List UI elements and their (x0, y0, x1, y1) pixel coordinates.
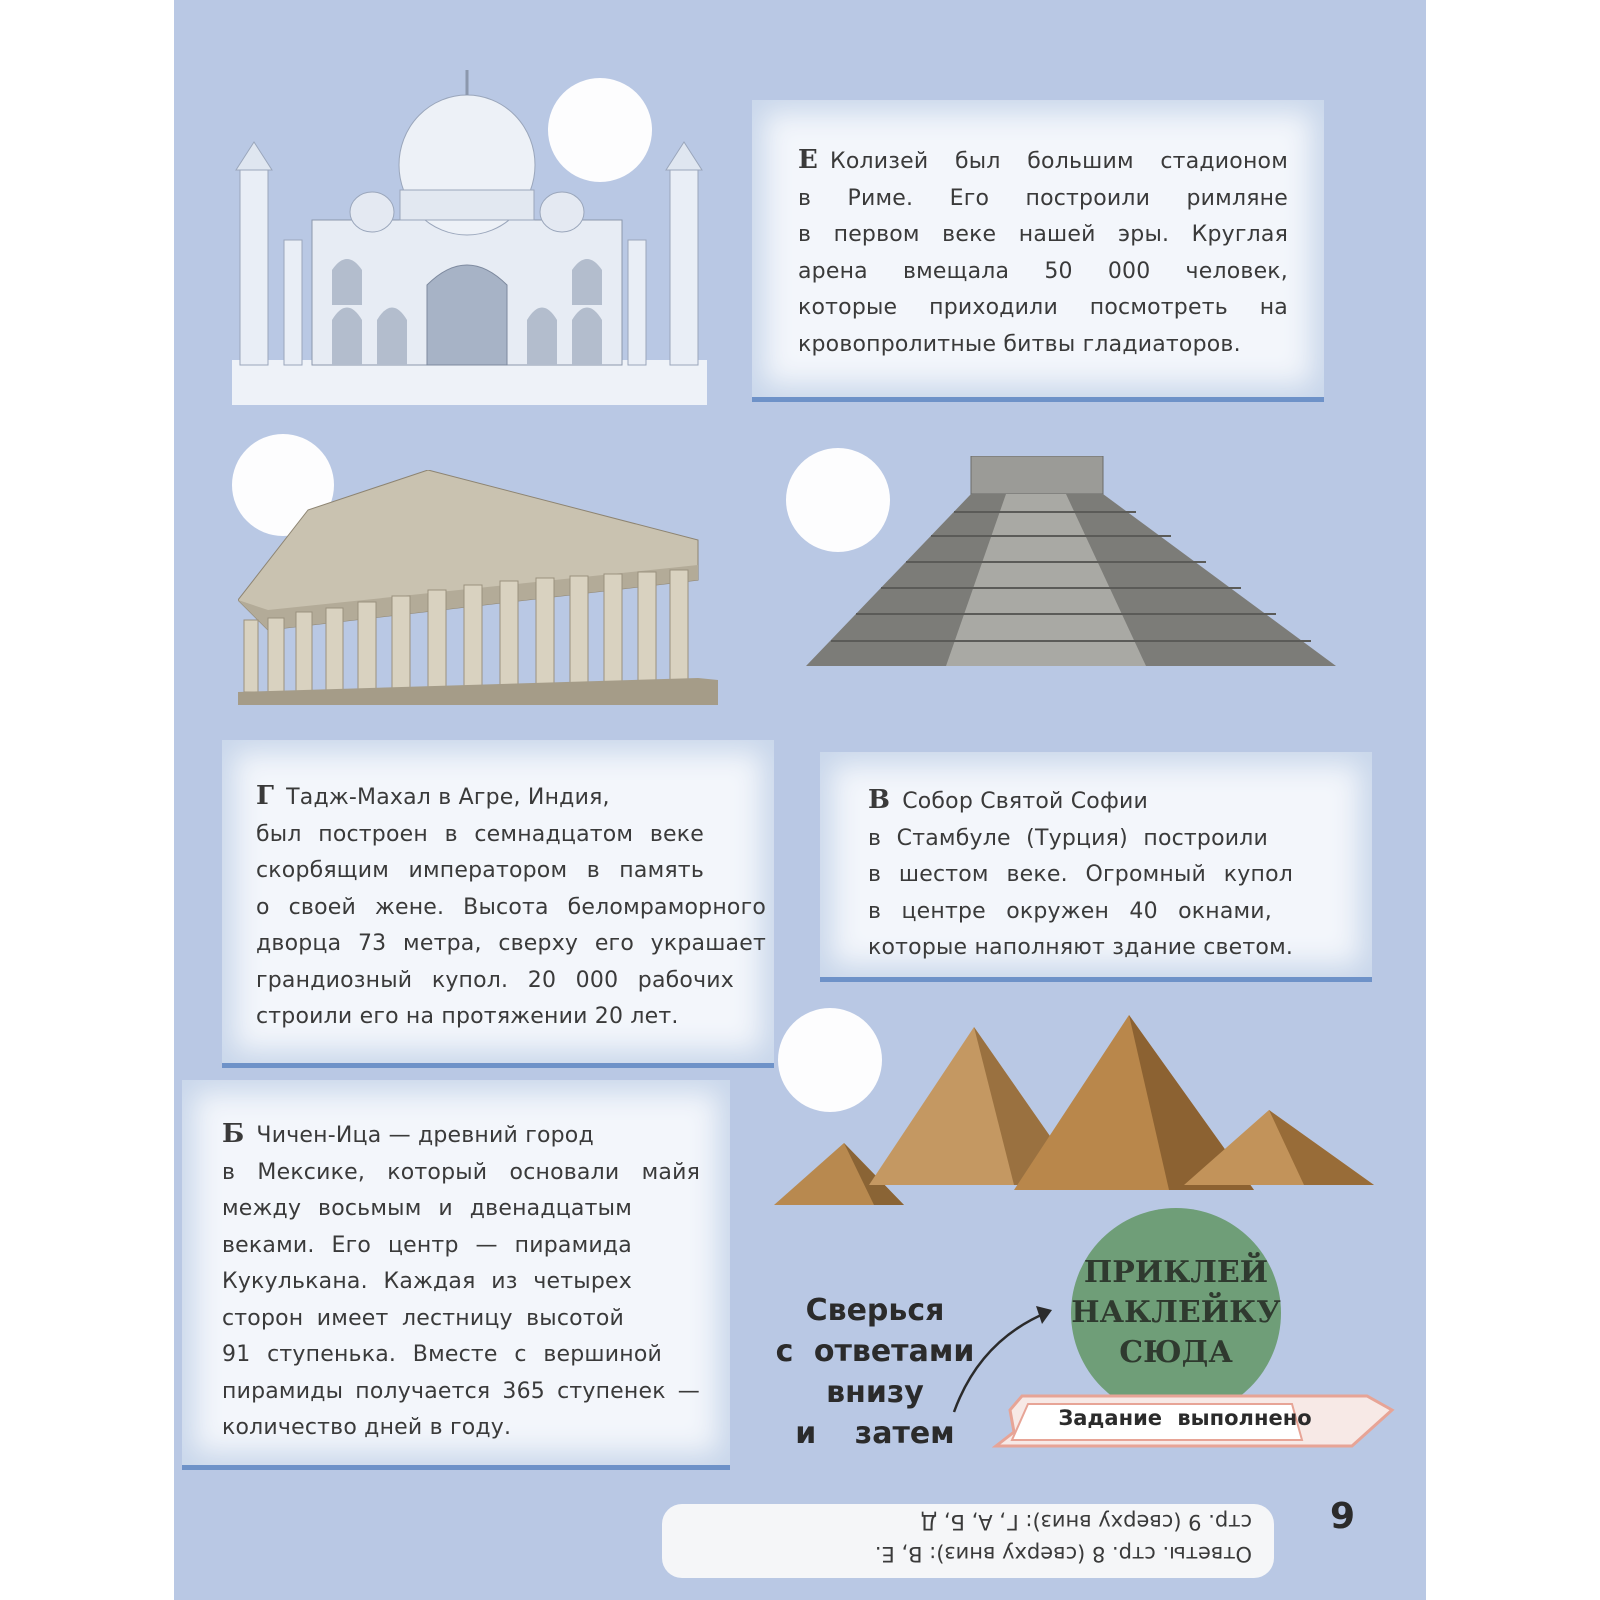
info-card-colosseum (752, 100, 1324, 402)
page-number: 9 (1330, 1496, 1356, 1537)
card-line: сторон имеет лестницу высотой (222, 1305, 624, 1331)
answers-box (662, 1504, 1274, 1578)
instruction-line: внизу (826, 1375, 924, 1410)
info-card-hagia-sophia (820, 752, 1372, 982)
sticker-placeholder[interactable] (1071, 1208, 1281, 1418)
answers-line: стр. 9 (сверху вниз): Г, А, Б, Д (920, 1510, 1252, 1534)
pyramids-image (774, 1015, 1384, 1210)
card-line: в центре окружен 40 окнами, (868, 898, 1272, 924)
answer-letter: Е (798, 145, 819, 175)
instruction-line: Сверься (805, 1293, 945, 1328)
card-line: дворца 73 метра, сверху его украшает (256, 931, 766, 956)
card-line: кровопролитные битвы гладиаторов. (798, 331, 1241, 357)
info-card-taj-mahal (222, 740, 774, 1068)
card-line: Г Тадж-Махал в Агре, Индия, (256, 781, 610, 811)
card-line: между восьмым и двенадцатым (222, 1196, 632, 1221)
card-line: пирамиды получается 365 ступенек — (222, 1378, 700, 1404)
card-line: которые приходили посмотреть на (798, 295, 1288, 320)
chichen-itza-image (806, 456, 1336, 681)
card-line: в Стамбуле (Турция) построили (868, 825, 1268, 851)
card-line: был построен в семнадцатом веке (256, 821, 704, 847)
card-line: Е Колизей был большим стадионом (798, 145, 1288, 175)
card-line: скорбящим императором в память (256, 858, 704, 883)
info-card-chichen-itza (182, 1080, 730, 1470)
card-line: Б Чичен-Ица — древний город (222, 1119, 594, 1149)
card-line: Кукулькана. Каждая из четырех (222, 1269, 632, 1294)
card-line: в первом веке нашей эры. Круглая (798, 222, 1288, 247)
sticker-line: НАКЛЕЙКУ (1071, 1295, 1281, 1330)
card-line: 91 ступенька. Вместе с вершиной (222, 1342, 662, 1367)
card-line: количество дней в году. (222, 1415, 512, 1440)
instruction-line: и затем (795, 1416, 955, 1451)
answers-line: Ответы. стр. 8 (сверху вниз): В, Е. (874, 1542, 1252, 1566)
card-line: в шестом веке. Огромный купол (868, 862, 1293, 887)
sticker-line: ПРИКЛЕЙ (1083, 1255, 1269, 1290)
card-line: в Мексике, который основали майя (222, 1159, 700, 1185)
taj-mahal-image (232, 70, 707, 405)
card-line: веками. Его центр — пирамида (222, 1232, 632, 1258)
instruction-line: с ответами (775, 1334, 975, 1369)
answer-letter: Б (222, 1119, 245, 1149)
card-line: о своей жене. Высота беломраморного (256, 894, 766, 920)
sticker-line: СЮДА (1119, 1335, 1233, 1370)
card-line: арена вмещала 50 000 человек, (798, 258, 1288, 284)
parthenon-image (238, 470, 718, 715)
card-line: грандиозный купол. 20 000 рабочих (256, 967, 734, 993)
card-line: строили его на протяжении 20 лет. (256, 1004, 679, 1029)
card-line: которые наполняют здание светом. (868, 935, 1294, 960)
answer-letter: Г (256, 781, 275, 811)
card-line: В Собор Святой Софии (868, 785, 1148, 815)
task-complete-label: Задание выполнено (1058, 1406, 1312, 1430)
card-line: в Риме. Его построили римляне (798, 185, 1288, 211)
instruction-text (770, 1290, 980, 1454)
answer-letter: В (868, 785, 891, 815)
